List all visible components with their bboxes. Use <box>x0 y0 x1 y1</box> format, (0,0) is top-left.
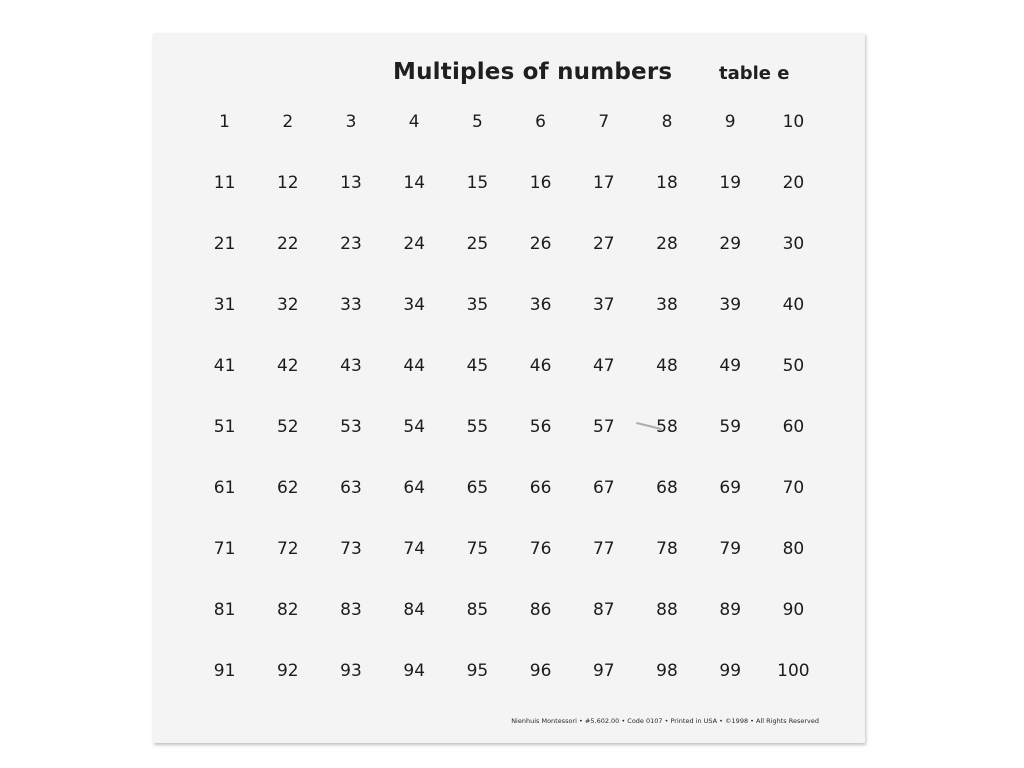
number-cell: 47 <box>592 355 615 376</box>
number-cell: 11 <box>213 172 236 193</box>
number-cell: 76 <box>529 538 552 559</box>
number-cell: 93 <box>340 660 362 681</box>
number-cell: 59 <box>719 416 742 437</box>
number-cell: 81 <box>213 599 236 620</box>
table-label: table e <box>719 63 790 84</box>
number-cell: 64 <box>403 477 426 498</box>
number-cell: 26 <box>529 233 552 254</box>
number-cell: 25 <box>466 233 489 254</box>
number-cell: 86 <box>529 599 552 620</box>
number-cell: 62 <box>276 477 299 498</box>
number-cell: 67 <box>592 477 615 498</box>
number-cell: 52 <box>276 416 299 437</box>
number-cell: 44 <box>403 355 426 376</box>
number-cell: 91 <box>213 660 236 681</box>
number-cell: 70 <box>782 477 805 498</box>
number-cell: 7 <box>598 111 610 132</box>
number-cell: 84 <box>403 599 426 620</box>
number-cell: 15 <box>466 172 489 193</box>
number-cell: 54 <box>403 416 426 437</box>
number-cell: 3 <box>345 111 357 132</box>
number-cell: 51 <box>213 416 236 437</box>
number-cell: 57 <box>592 416 615 437</box>
number-cell: 12 <box>276 172 299 193</box>
number-cell: 63 <box>340 477 362 498</box>
number-cell: 53 <box>340 416 362 437</box>
number-cell: 50 <box>782 355 805 376</box>
number-cell: 71 <box>213 538 236 559</box>
number-cell: 75 <box>466 538 489 559</box>
number-cell: 27 <box>592 233 615 254</box>
card-title: Multiples of numbers <box>393 59 673 85</box>
number-cell: 61 <box>213 477 236 498</box>
number-grid <box>193 91 825 701</box>
number-cell: 13 <box>340 172 362 193</box>
number-cell: 2 <box>282 111 294 132</box>
number-cell: 99 <box>719 660 742 681</box>
number-cell: 37 <box>592 294 615 315</box>
number-cell: 38 <box>656 294 678 315</box>
number-cell: 19 <box>719 172 742 193</box>
number-cell: 4 <box>408 111 420 132</box>
number-cell: 20 <box>782 172 805 193</box>
number-cell: 74 <box>403 538 426 559</box>
number-cell: 21 <box>213 233 236 254</box>
number-cell: 49 <box>719 355 742 376</box>
number-cell: 80 <box>782 538 805 559</box>
number-cell: 92 <box>276 660 299 681</box>
number-cell: 16 <box>529 172 552 193</box>
number-cell: 34 <box>403 294 426 315</box>
number-cell: 65 <box>466 477 489 498</box>
multiples-card <box>153 33 865 743</box>
number-cell: 55 <box>466 416 489 437</box>
number-cell: 90 <box>782 599 805 620</box>
number-cell: 45 <box>466 355 489 376</box>
number-cell: 98 <box>656 660 678 681</box>
number-cell: 69 <box>719 477 742 498</box>
number-cell: 39 <box>719 294 742 315</box>
number-cell: 79 <box>719 538 742 559</box>
number-cell: 28 <box>656 233 678 254</box>
number-cell: 66 <box>529 477 552 498</box>
number-cell: 56 <box>529 416 552 437</box>
number-cell: 94 <box>403 660 426 681</box>
number-cell: 58 <box>656 416 678 437</box>
number-cell: 46 <box>529 355 552 376</box>
number-cell: 9 <box>724 111 736 132</box>
number-cell: 48 <box>656 355 678 376</box>
number-cell: 40 <box>782 294 805 315</box>
card-footer: Nienhuis Montessori • #5.602.00 • Code 0107 • Printed in USA • ©1998 • All Rights Reserved <box>511 717 819 725</box>
number-cell: 88 <box>656 599 678 620</box>
number-cell: 14 <box>403 172 426 193</box>
number-cell: 22 <box>276 233 299 254</box>
number-cell: 85 <box>466 599 489 620</box>
number-cell: 6 <box>535 111 546 132</box>
number-cell: 5 <box>471 111 483 132</box>
number-cell: 72 <box>276 538 299 559</box>
number-cell: 96 <box>529 660 552 681</box>
number-cell: 35 <box>466 294 489 315</box>
number-cell: 29 <box>719 233 742 254</box>
number-cell: 18 <box>656 172 678 193</box>
number-cell: 68 <box>656 477 678 498</box>
number-cell: 31 <box>213 294 236 315</box>
number-cell: 78 <box>656 538 678 559</box>
number-cell: 97 <box>592 660 615 681</box>
number-cell: 17 <box>592 172 615 193</box>
number-cell: 23 <box>340 233 362 254</box>
number-cell: 73 <box>340 538 362 559</box>
number-cell: 87 <box>592 599 615 620</box>
number-cell: 82 <box>276 599 299 620</box>
number-cell: 24 <box>403 233 426 254</box>
number-cell: 32 <box>276 294 299 315</box>
number-cell: 100 <box>777 660 810 681</box>
number-cell: 10 <box>782 111 805 132</box>
number-cell: 43 <box>340 355 362 376</box>
number-cell: 89 <box>719 599 742 620</box>
number-cell: 77 <box>592 538 615 559</box>
number-cell: 8 <box>661 111 673 132</box>
number-cell: 33 <box>340 294 362 315</box>
number-cell: 36 <box>529 294 552 315</box>
number-cell: 41 <box>213 355 236 376</box>
number-cell: 60 <box>782 416 805 437</box>
number-cell: 1 <box>219 111 230 132</box>
number-cell: 30 <box>782 233 805 254</box>
number-cell: 83 <box>340 599 362 620</box>
number-cell: 95 <box>466 660 489 681</box>
number-cell: 42 <box>276 355 299 376</box>
